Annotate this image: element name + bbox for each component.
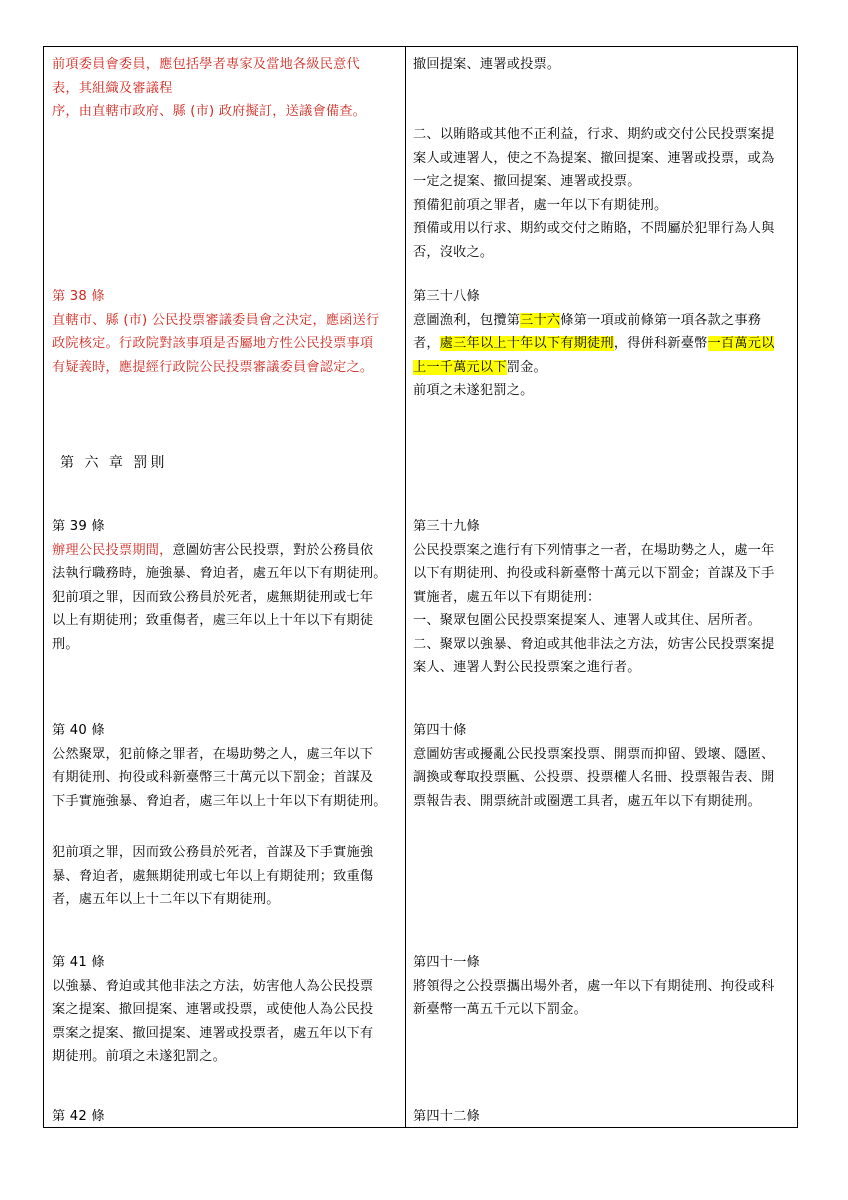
text-line: 實施者，處五年以下有期徒刑： [413,589,601,605]
text-line: 新臺幣一萬五千元以下罰金。 [413,1002,588,1017]
article-heading: 第四十條 [413,723,467,738]
text-line: 期徒刑。前項之未遂犯罰之。 [52,1049,227,1064]
text-line [52,539,397,563]
text-line: 票報告表、開票統計或圈選工具者，處五年以下有期徒刑。 [413,793,762,809]
text-line: 公民投票案之進行有下列情事之一者，在場助勢之人，處一年 [413,542,775,558]
text-line: 前項之未遂犯罰之。 [413,383,534,398]
text-span: 罰金。 [506,359,547,375]
amended-text: 辦理公民投票期間， [52,542,173,558]
text-span: 意圖妨害公民投票，對於公務員依 [172,542,374,558]
article-heading: 第 39 條 [52,519,105,534]
right-article-41 [413,951,793,1022]
left-article-39 [52,515,397,656]
left-article-38 [52,285,397,379]
comparison-table [43,46,798,1128]
text-line: 案人或連署人，使之不為提案、撤回提案、連署或投票，或為 [413,150,775,166]
text-line: 一定之提案、撤回提案、連署或投票。 [413,174,641,189]
text-line: 表，其組織及審議程 [52,80,173,96]
text-line: 序，由直轄市政府、縣 (市) 政府擬訂，送議會備查。 [52,104,366,119]
text-line: 以強暴、脅迫或其他非法之方法，妨害他人為公民投票 [52,978,374,994]
text-line: 案之提案、撤回提案、連署或投票，或使他人為公民投 [52,1002,374,1017]
left-intro [52,53,397,124]
text-line: 者，處五年以上十二年以下有期徒刑。 [52,892,280,907]
article-heading: 第三十八條 [413,289,480,304]
text-line [413,309,793,333]
text-line: 犯前項之罪，因而致公務員於死者，首謀及下手實施強 [52,845,374,860]
text-line: 二、以賄賂或其他不正利益，行求、期約或交付公民投票案提 [413,127,775,142]
article-heading: 第四十一條 [413,955,480,970]
right-paragraph-2 [413,123,793,264]
right-top [413,53,793,77]
article-heading: 第 42 條 [52,1109,105,1124]
text-line: 前項委員會委員，應包括學者專家及當地各級民意代 [52,57,360,72]
text-line: 撤回提案、連署或投票。 [413,57,561,72]
highlighted-text: 上一千萬元以下 [413,359,507,375]
text-line: 預備或用以行求、期約或交付之賄賂，不問屬於犯罪行為人與 [413,221,775,236]
text-line: 法執行職務時，施強暴、脅迫者，處五年以下有期徒刑。 [52,566,387,581]
text-line: 以上有期徒刑；致重傷者，處三年以上十年以下有期徒 [52,613,374,628]
text-span: 意圖漁利，包攬第 [413,312,521,328]
text-line: 刑。 [52,636,79,652]
article-heading: 第 40 條 [52,723,105,738]
article-heading: 第三十九條 [413,519,480,534]
text-line: 犯前項之罪，因而致公務員於死者，處無期徒刑或七年 [52,589,374,605]
text-line: 暴、脅迫者，處無期徒刑或七年以上有期徒刑；致重傷 [52,868,374,884]
text-line: 案人、連署人對公民投票案之進行者。 [413,660,641,675]
left-article-42 [52,1105,397,1129]
text-line [413,356,793,380]
text-span: ，得併科新臺幣 [613,336,708,351]
highlighted-text: 處三年以上十年以下有期徒刑 [439,336,614,351]
text-span: 條第一項或前條第一項各款之事務 [560,312,762,328]
text-span: 者， [413,336,440,351]
right-article-38 [413,285,793,403]
right-article-39 [413,515,793,680]
text-line: 意圖妨害或擾亂公民投票案投票、開票而抑留、毀壞、隱匿、 [413,746,775,762]
text-line: 有期徒刑、拘役或科新臺幣三十萬元以下罰金；首謀及 [52,770,374,785]
text-line: 公然聚眾，犯前條之罪者，在場助勢之人，處三年以下 [52,746,374,762]
text-line: 政院核定。行政院對該事項是否屬地方性公民投票事項 [52,336,374,351]
column-divider [405,47,406,1127]
highlighted-text: 一百萬元以 [707,336,775,351]
text-line: 以下有期徒刑、拘役或科新臺幣十萬元以下罰金；首謀及下手 [413,566,775,581]
left-article-40-para2 [52,841,397,912]
article-heading: 第四十二條 [413,1109,480,1124]
text-line: 一、聚眾包圍公民投票案提案人、連署人或其住、居所者。 [413,613,762,628]
text-line: 二、聚眾以強暴、脅迫或其他非法之方法，妨害公民投票案提 [413,636,775,652]
text-line [413,332,793,356]
text-line: 票案之提案、撤回提案、連署或投票者，處五年以下有 [52,1025,374,1041]
text-line: 直轄市、縣 (市) 公民投票審議委員會之決定，應函送行 [52,312,380,328]
text-line: 下手實施強暴、脅迫者，處三年以上十年以下有期徒刑。 [52,793,387,809]
left-article-40 [52,719,397,813]
article-heading: 第 38 條 [52,289,105,304]
text-line: 否，沒收之。 [413,244,494,260]
right-article-42 [413,1105,793,1129]
left-article-41 [52,951,397,1069]
chapter-heading: 第 六 章 罰則 [60,455,168,471]
text-line: 調換或奪取投票匭、公投票、投票權人名冊、投票報告表、開 [413,770,775,785]
article-heading: 第 41 條 [52,955,105,970]
text-line: 有疑義時，應提經行政院公民投票審議委員會認定之。 [52,359,374,375]
text-line: 將領得之公投票攜出場外者，處一年以下有期徒刑、拘役或科 [413,978,775,994]
highlighted-text: 三十六 [520,312,561,328]
right-article-40 [413,719,793,813]
text-line: 預備犯前項之罪者，處一年以下有期徒刑。 [413,197,668,213]
